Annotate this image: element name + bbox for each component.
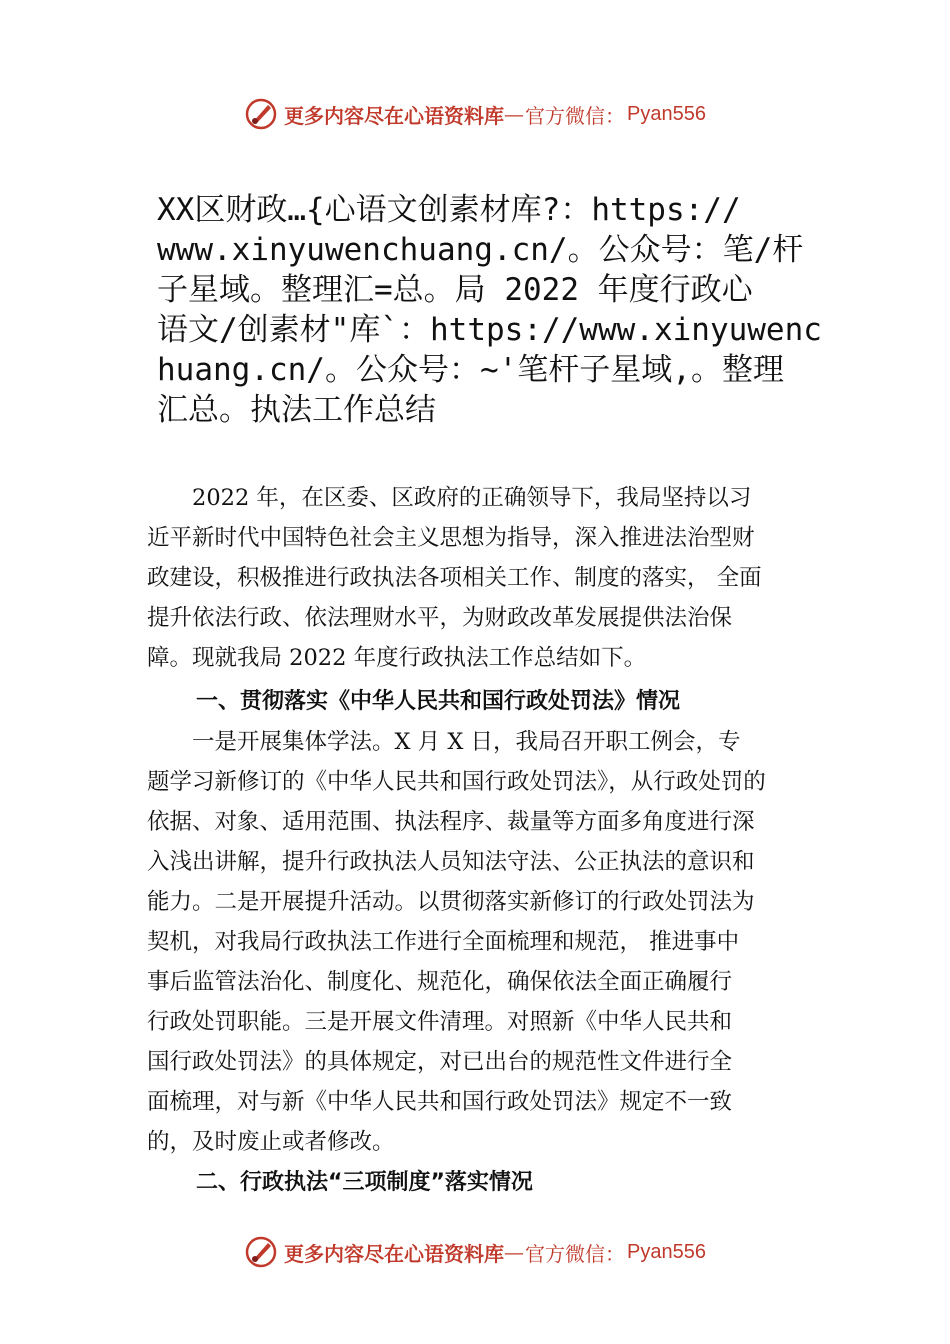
title-line: XX区财政…{心语文创素材库?：https://	[157, 192, 741, 228]
paragraph-line: 契机，对我局行政执法工作进行全面梳理和规范， 推进事中	[147, 929, 740, 955]
banner-wechat-id: Pyan556	[627, 102, 706, 125]
title-line: 子星域。整理汇=总。局 2022 年度行政心	[157, 272, 753, 308]
title-line: 汇总。执法工作总结	[157, 392, 436, 428]
section-1-paragraph	[147, 722, 827, 1162]
title-line: huang.cn/。公众号：~'笔杆子星域,。整理	[157, 352, 784, 388]
section-heading-2: 二、行政执法“三项制度”落实情况	[196, 1170, 533, 1195]
paragraph-line: 入浅出讲解，提升行政执法人员知法守法、公正执法的意识和	[147, 849, 755, 875]
title-line: 语文/创素材"库`：https://www.xinyuwenc	[157, 312, 822, 348]
paragraph-line: 面梳理，对与新《中华人民共和国行政处罚法》规定不一致	[147, 1089, 733, 1115]
paragraph-line: 一是开展集体学法。X 月 X 日，我局召开职工例会，专	[147, 729, 741, 755]
title-line: www.xinyuwenchuang.cn/。公众号：笔/杆	[157, 232, 804, 268]
paragraph-line: 题学习新修订的《中华人民共和国行政处罚法》，从行政处罚的	[147, 769, 766, 795]
banner-separator: —	[504, 102, 526, 126]
banner-wechat-label: 官方微信：	[525, 1241, 626, 1266]
paragraph-line: 依据、对象、适用范围、执法程序、裁量等方面多角度进行深	[147, 809, 755, 835]
paragraph-line: 2022 年，在区委、区政府的正确领导下，我局坚持以习	[147, 485, 752, 511]
intro-paragraph	[147, 478, 827, 678]
paragraph-line: 的，及时废止或者修改。	[147, 1129, 395, 1155]
section-heading-1: 一、贯彻落实《中华人民共和国行政处罚法》情况	[196, 689, 681, 714]
banner-wechat-label: 官方微信：	[525, 103, 626, 128]
header-banner	[0, 94, 950, 134]
paragraph-line: 事后监管法治化、制度化、规范化，确保依法全面正确履行	[147, 969, 733, 995]
banner-brand: 更多内容尽在心语资料库	[284, 103, 505, 128]
paragraph-line: 政建设，积极推进行政执法各项相关工作、制度的落实， 全面	[147, 565, 762, 591]
paragraph-line: 国行政处罚法》的具体规定，对已出台的规范性文件进行全	[147, 1049, 733, 1075]
paragraph-line: 行政处罚职能。三是开展文件清理。对照新《中华人民共和	[147, 1009, 733, 1035]
brush-logo-icon	[244, 97, 278, 131]
paragraph-line: 障。现就我局 2022 年度行政执法工作总结如下。	[147, 645, 647, 671]
banner-wechat-id: Pyan556	[627, 1240, 706, 1263]
paragraph-line: 能力。二是开展提升活动。以贯彻落实新修订的行政处罚法为	[147, 889, 755, 915]
paragraph-line: 提升依法行政、依法理财水平，为财政改革发展提供法治保	[147, 605, 733, 631]
banner-separator: —	[504, 1240, 526, 1264]
footer-banner	[0, 1232, 950, 1272]
brush-logo-icon	[244, 1235, 278, 1269]
banner-brand: 更多内容尽在心语资料库	[284, 1241, 505, 1266]
paragraph-line: 近平新时代中国特色社会主义思想为指导，深入推进法治型财	[147, 525, 755, 551]
document-title	[157, 190, 837, 430]
